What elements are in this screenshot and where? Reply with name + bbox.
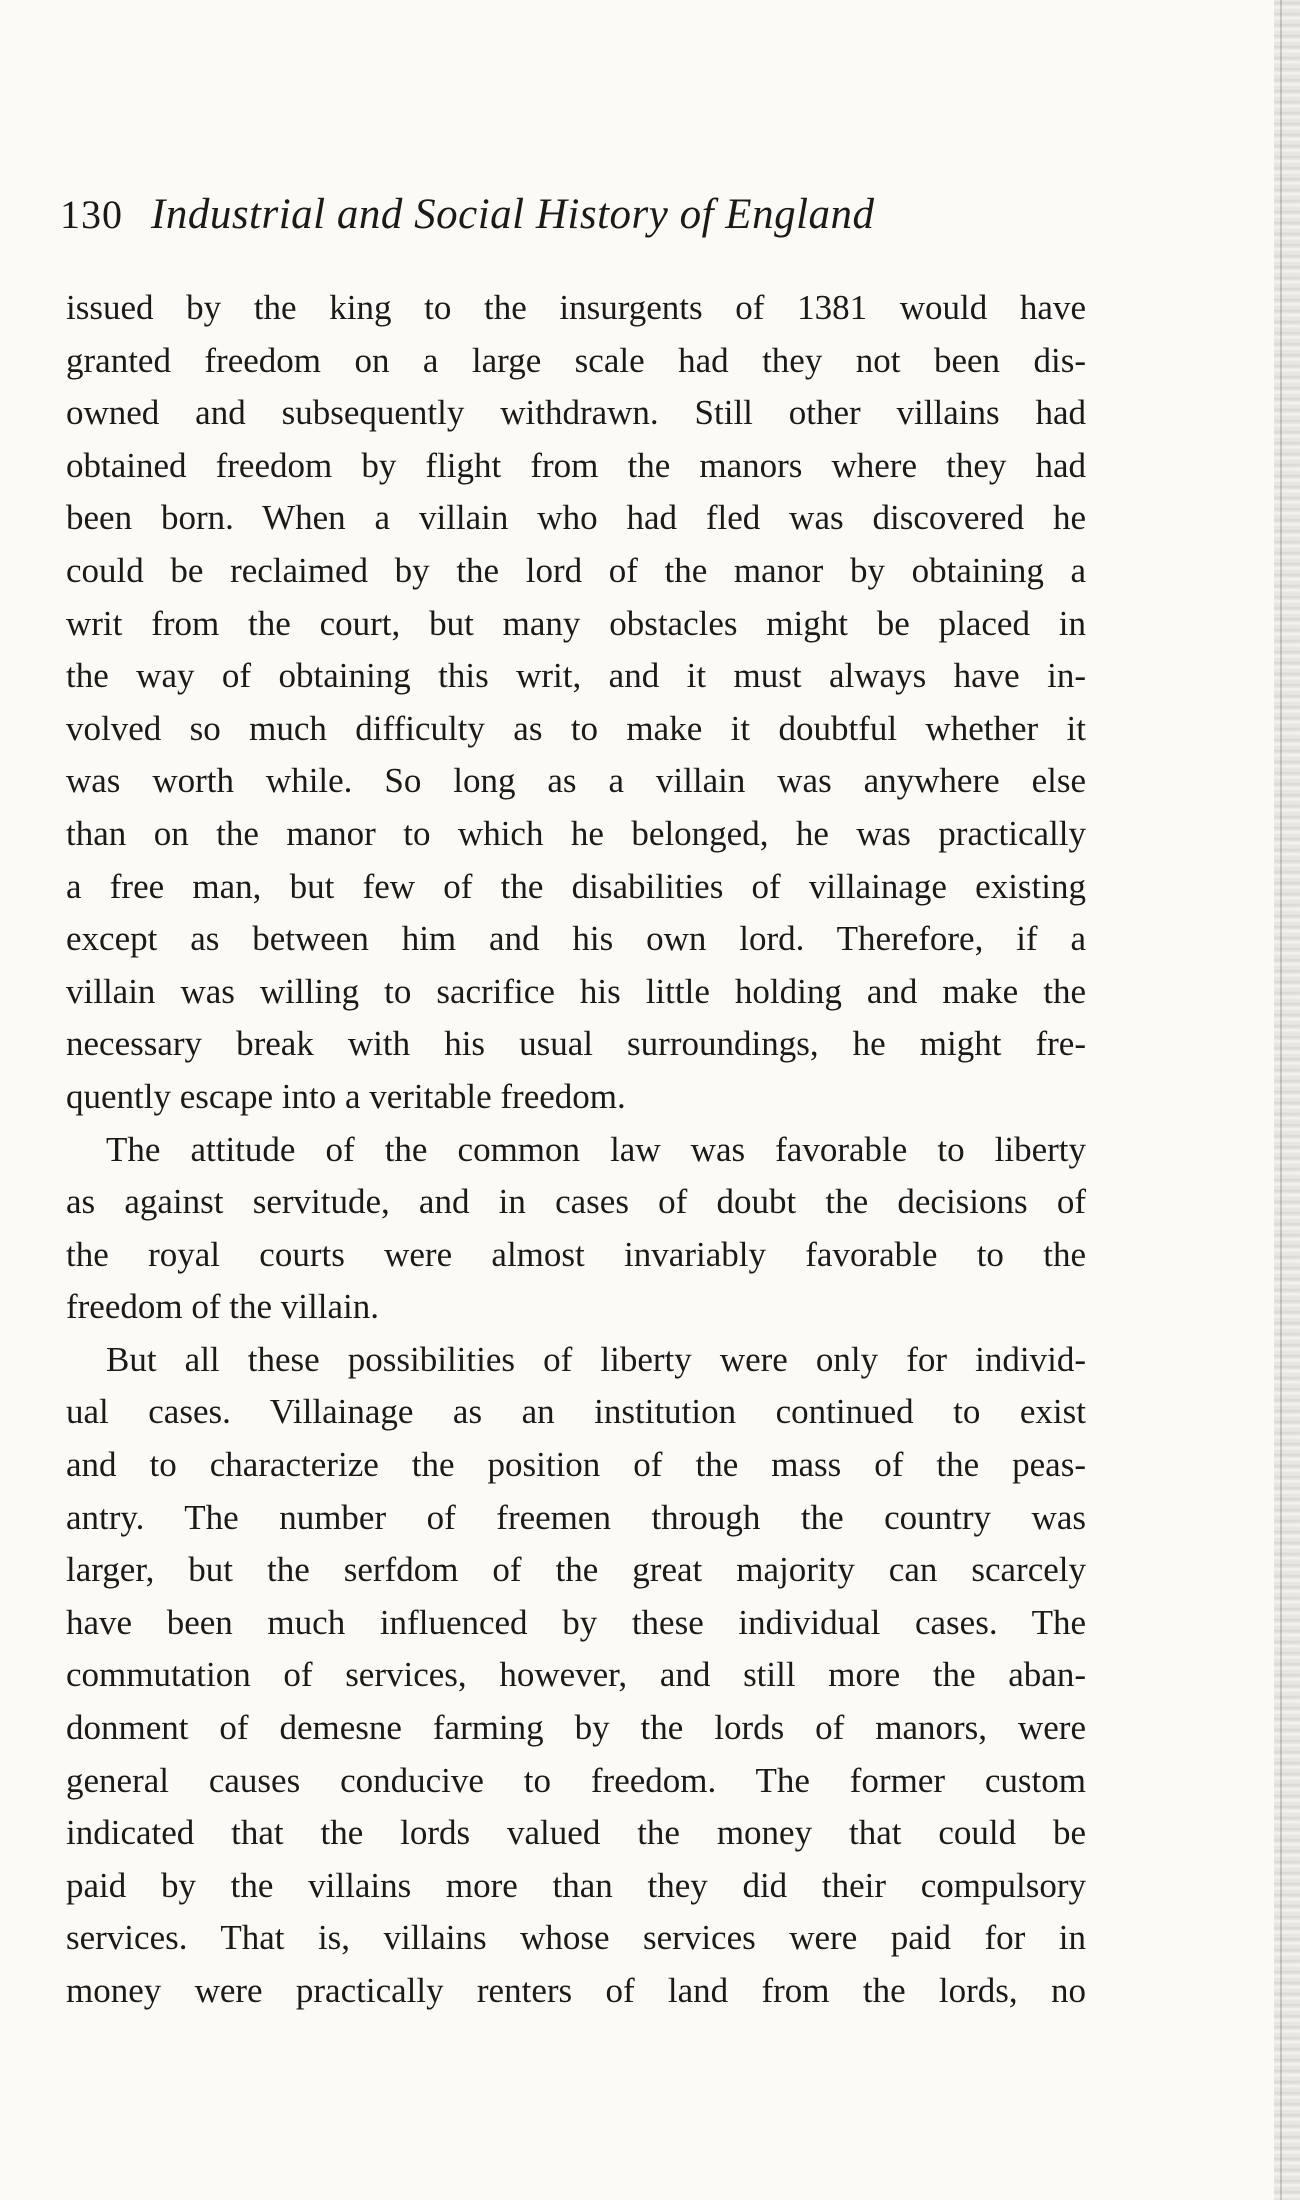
text-line: freedom of the villain.	[66, 1287, 379, 1327]
text-line: ual cases. Villainage as an institution continued to exist	[66, 1392, 1086, 1432]
text-line: obtained freedom by flight from the manors where they had	[66, 445, 1086, 485]
text-line: than on the manor to which he belonged, he was practically	[66, 813, 1086, 853]
text-line: volved so much difficulty as to make it doubtful whether it	[66, 708, 1086, 748]
text-line: money were practically renters of land from the lords, no	[66, 1971, 1086, 2010]
text-line: owned and subsequently withdrawn. Still other villains had	[66, 393, 1086, 433]
text-line: except as between him and his own lord. Therefore, if a	[66, 919, 1086, 959]
text-line: donment of demesne farming by the lords of manors, were	[66, 1708, 1086, 1748]
scan-binding-edge	[1274, 0, 1300, 2200]
text-line: been born. When a villain who had fled was discovered he	[66, 498, 1086, 538]
text-line: general causes conducive to freedom. The former custom	[66, 1760, 1086, 1800]
text-line: writ from the court, but many obstacles might be placed in	[66, 603, 1086, 643]
body-text	[66, 282, 1086, 2018]
text-line: But all these possibilities of liberty were only for individ-	[106, 1339, 1086, 1379]
text-line: villain was willing to sacrifice his little holding and make the	[66, 971, 1086, 1011]
paragraph-common-law	[66, 1124, 1086, 1334]
text-line: could be reclaimed by the lord of the manor by obtaining a	[66, 550, 1086, 590]
text-line: indicated that the lords valued the money that could be	[66, 1813, 1086, 1853]
running-head	[60, 190, 1020, 250]
book-title: Industrial and Social History of England	[151, 191, 875, 238]
page-number: 130	[60, 192, 123, 237]
paragraph-villainage	[66, 1334, 1086, 2018]
text-line: have been much influenced by these individual cases. The	[66, 1602, 1086, 1642]
text-line: commutation of services, however, and still more the aban-	[66, 1655, 1086, 1695]
text-line: a free man, but few of the disabilities of villainage existing	[66, 866, 1086, 906]
text-line: and to characterize the position of the mass of the peas-	[66, 1445, 1086, 1485]
text-line: larger, but the serfdom of the great majority can scarcely	[66, 1550, 1086, 1590]
text-line: The attitude of the common law was favorable to liberty	[106, 1129, 1086, 1169]
text-line: services. That is, villains whose services were paid for in	[66, 1918, 1086, 1958]
text-line: granted freedom on a large scale had they not been dis-	[66, 340, 1086, 380]
text-line: the royal courts were almost invariably favorable to the	[66, 1234, 1086, 1274]
text-line: quently escape into a veritable freedom.	[66, 1076, 626, 1116]
paragraph-continued	[66, 282, 1086, 1124]
text-line: was worth while. So long as a villain was anywhere else	[66, 761, 1086, 801]
text-line: necessary break with his usual surroundings, he might fre-	[66, 1024, 1086, 1064]
text-line: issued by the king to the insurgents of 1381 would have	[66, 288, 1086, 327]
text-line: the way of obtaining this writ, and it must always have in-	[66, 656, 1086, 696]
text-line: paid by the villains more than they did their compulsory	[66, 1865, 1086, 1905]
text-line: antry. The number of freemen through the country was	[66, 1497, 1086, 1537]
text-line: as against servitude, and in cases of doubt the decisions of	[66, 1182, 1086, 1222]
